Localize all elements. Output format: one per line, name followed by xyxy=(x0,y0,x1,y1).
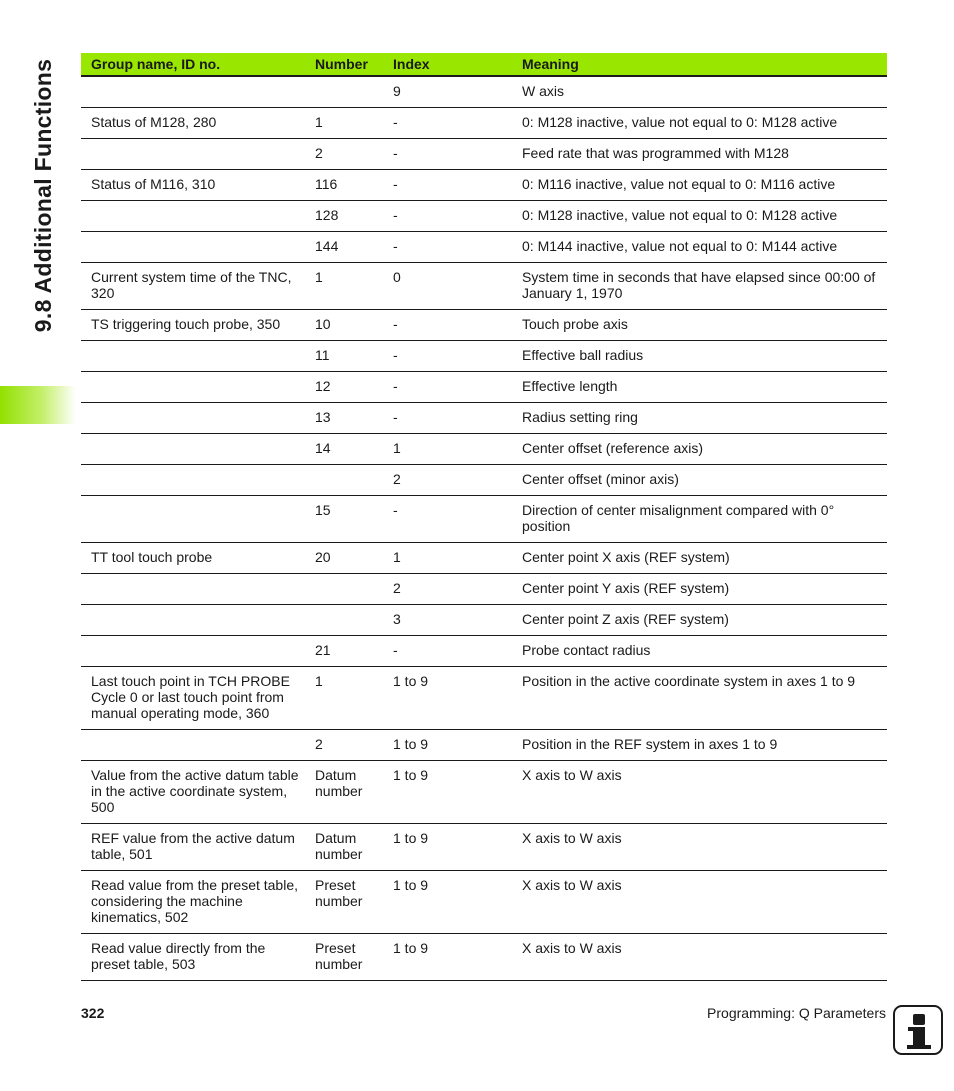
cell-meaning: X axis to W axis xyxy=(522,871,887,934)
cell-index: 1 to 9 xyxy=(392,871,522,934)
page-number: 322 xyxy=(81,1005,105,1021)
cell-index: - xyxy=(392,232,522,263)
cell-number xyxy=(308,76,392,108)
cell-group-name xyxy=(81,403,308,434)
cell-index: - xyxy=(392,403,522,434)
table-row xyxy=(81,465,887,496)
cell-index: 1 xyxy=(392,543,522,574)
cell-meaning: X axis to W axis xyxy=(522,761,887,824)
header-meaning: Meaning xyxy=(522,53,887,76)
cell-number: 11 xyxy=(308,341,392,372)
cell-number: Preset number xyxy=(308,871,392,934)
section-title-text: 9.8 Additional Functions xyxy=(30,58,57,332)
cell-group-name xyxy=(81,730,308,761)
cell-number: 116 xyxy=(308,170,392,201)
cell-group-name: Status of M116, 310 xyxy=(81,170,308,201)
cell-index: 2 xyxy=(392,574,522,605)
cell-group-name: Current system time of the TNC, 320 xyxy=(81,263,308,310)
cell-group-name xyxy=(81,574,308,605)
cell-index: - xyxy=(392,108,522,139)
table-row xyxy=(81,76,887,108)
cell-number: Datum number xyxy=(308,761,392,824)
table-row xyxy=(81,201,887,232)
cell-meaning: Effective ball radius xyxy=(522,341,887,372)
table-row xyxy=(81,761,887,824)
cell-index: 2 xyxy=(392,465,522,496)
cell-group-name: REF value from the active datum table, 501 xyxy=(81,824,308,871)
cell-group-name xyxy=(81,372,308,403)
cell-meaning: Center offset (minor axis) xyxy=(522,465,887,496)
cell-meaning: Effective length xyxy=(522,372,887,403)
cell-meaning: X axis to W axis xyxy=(522,824,887,871)
cell-index: 1 to 9 xyxy=(392,934,522,981)
info-icon xyxy=(893,1005,943,1055)
cell-group-name xyxy=(81,341,308,372)
cell-group-name xyxy=(81,434,308,465)
table-row xyxy=(81,730,887,761)
header-group-name: Group name, ID no. xyxy=(81,53,308,76)
cell-index: 1 xyxy=(392,434,522,465)
table-row xyxy=(81,263,887,310)
cell-group-name: Read value directly from the preset table, 503 xyxy=(81,934,308,981)
cell-group-name: TS triggering touch probe, 350 xyxy=(81,310,308,341)
cell-number: 1 xyxy=(308,263,392,310)
cell-meaning: W axis xyxy=(522,76,887,108)
cell-number: 20 xyxy=(308,543,392,574)
cell-index: - xyxy=(392,170,522,201)
cell-group-name xyxy=(81,232,308,263)
info-icon-serif-bottom xyxy=(907,1045,931,1049)
cell-meaning: 0: M116 inactive, value not equal to 0: M116 active xyxy=(522,170,887,201)
table-body xyxy=(81,76,887,981)
cell-number: 12 xyxy=(308,372,392,403)
table-header-row xyxy=(81,53,887,76)
cell-index: 1 to 9 xyxy=(392,824,522,871)
cell-meaning: Probe contact radius xyxy=(522,636,887,667)
cell-meaning: System time in seconds that have elapsed since 00:00 of January 1, 1970 xyxy=(522,263,887,310)
cell-group-name xyxy=(81,496,308,543)
cell-meaning: 0: M128 inactive, value not equal to 0: M128 active xyxy=(522,108,887,139)
cell-group-name: Status of M128, 280 xyxy=(81,108,308,139)
cell-meaning: Direction of center misalignment compared with 0° position xyxy=(522,496,887,543)
cell-meaning: 0: M128 inactive, value not equal to 0: M128 active xyxy=(522,201,887,232)
cell-group-name: TT tool touch probe xyxy=(81,543,308,574)
cell-meaning: Touch probe axis xyxy=(522,310,887,341)
section-title xyxy=(24,30,64,360)
cell-number: Datum number xyxy=(308,824,392,871)
cell-meaning: Position in the REF system in axes 1 to 9 xyxy=(522,730,887,761)
cell-index: - xyxy=(392,341,522,372)
cell-index: 0 xyxy=(392,263,522,310)
table-row xyxy=(81,574,887,605)
table-row xyxy=(81,403,887,434)
cell-number: 1 xyxy=(308,667,392,730)
cell-group-name xyxy=(81,465,308,496)
cell-index: - xyxy=(392,201,522,232)
cell-number xyxy=(308,465,392,496)
cell-index: - xyxy=(392,372,522,403)
table-row xyxy=(81,434,887,465)
cell-index: 1 to 9 xyxy=(392,761,522,824)
cell-group-name: Value from the active datum table in the active coordinate system, 500 xyxy=(81,761,308,824)
cell-group-name xyxy=(81,139,308,170)
cell-index: 9 xyxy=(392,76,522,108)
cell-index: 3 xyxy=(392,605,522,636)
info-icon-dot xyxy=(913,1014,925,1025)
cell-meaning: Feed rate that was programmed with M128 xyxy=(522,139,887,170)
table-row xyxy=(81,871,887,934)
header-index: Index xyxy=(392,53,522,76)
cell-number xyxy=(308,605,392,636)
cell-meaning: Center point Z axis (REF system) xyxy=(522,605,887,636)
cell-number: 1 xyxy=(308,108,392,139)
table-row xyxy=(81,667,887,730)
table-row xyxy=(81,824,887,871)
cell-number: 10 xyxy=(308,310,392,341)
cell-group-name: Read value from the preset table, considering the machine kinematics, 502 xyxy=(81,871,308,934)
table-row xyxy=(81,232,887,263)
cell-group-name xyxy=(81,605,308,636)
table-row xyxy=(81,139,887,170)
cell-index: - xyxy=(392,139,522,170)
cell-number xyxy=(308,574,392,605)
table-row xyxy=(81,605,887,636)
cell-group-name xyxy=(81,201,308,232)
table-row xyxy=(81,636,887,667)
cell-index: - xyxy=(392,496,522,543)
table-row xyxy=(81,496,887,543)
cell-meaning: X axis to W axis xyxy=(522,934,887,981)
cell-number: 21 xyxy=(308,636,392,667)
cell-index: 1 to 9 xyxy=(392,730,522,761)
cell-index: - xyxy=(392,636,522,667)
cell-meaning: Position in the active coordinate system in axes 1 to 9 xyxy=(522,667,887,730)
cell-group-name: Last touch point in TCH PROBE Cycle 0 or last touch point from manual operating mode, 360 xyxy=(81,667,308,730)
table-row xyxy=(81,934,887,981)
cell-group-name xyxy=(81,636,308,667)
cell-number: 14 xyxy=(308,434,392,465)
section-tab-marker xyxy=(0,386,76,424)
cell-meaning: Radius setting ring xyxy=(522,403,887,434)
cell-group-name xyxy=(81,76,308,108)
table-row xyxy=(81,108,887,139)
cell-number: 2 xyxy=(308,730,392,761)
header-number: Number xyxy=(308,53,392,76)
table-row xyxy=(81,341,887,372)
cell-number: 13 xyxy=(308,403,392,434)
cell-meaning: 0: M144 inactive, value not equal to 0: M144 active xyxy=(522,232,887,263)
cell-number: 15 xyxy=(308,496,392,543)
table-row xyxy=(81,170,887,201)
footer-title: Programming: Q Parameters xyxy=(707,1005,886,1021)
cell-number: 128 xyxy=(308,201,392,232)
table-row xyxy=(81,372,887,403)
table-row xyxy=(81,310,887,341)
cell-index: - xyxy=(392,310,522,341)
cell-meaning: Center offset (reference axis) xyxy=(522,434,887,465)
cell-index: 1 to 9 xyxy=(392,667,522,730)
cell-meaning: Center point X axis (REF system) xyxy=(522,543,887,574)
table-row xyxy=(81,543,887,574)
cell-number: 2 xyxy=(308,139,392,170)
cell-meaning: Center point Y axis (REF system) xyxy=(522,574,887,605)
cell-number: Preset number xyxy=(308,934,392,981)
parameter-table xyxy=(81,53,887,981)
cell-number: 144 xyxy=(308,232,392,263)
